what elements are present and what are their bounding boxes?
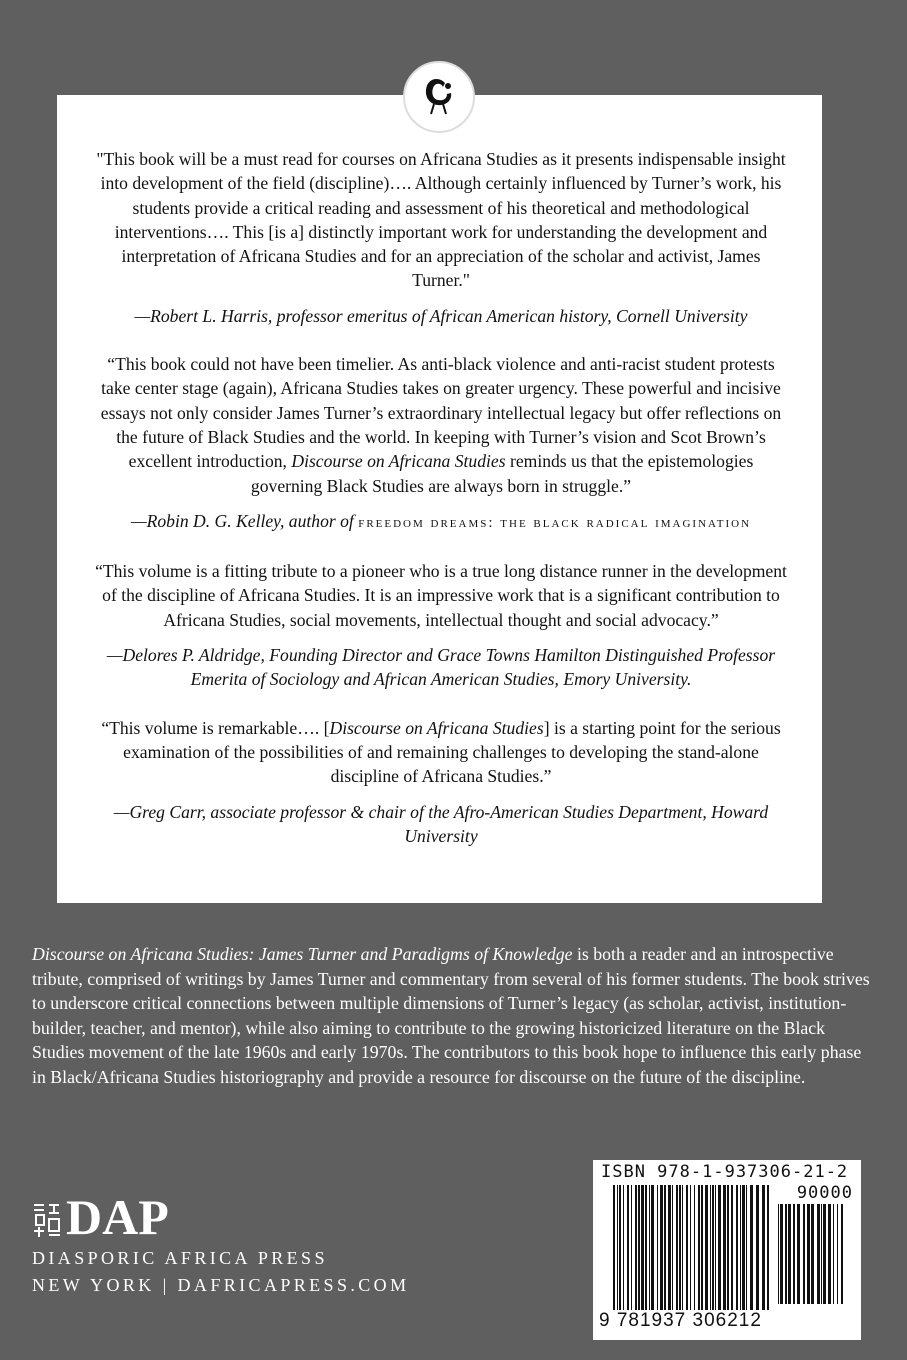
endorsement-kelley: [95, 352, 787, 535]
barcode-bar: [701, 1185, 703, 1310]
barcode-bar: [668, 1185, 671, 1310]
barcode-bar: [712, 1185, 714, 1310]
endorsement-carr: [95, 716, 787, 848]
quote-attribution: —Robert L. Harris, professor emeritus of African American history, Cornell University: [134, 305, 748, 326]
barcode-bar: [817, 1204, 820, 1304]
sankofa-bird-icon: [419, 74, 459, 120]
barcode-bar: [740, 1185, 741, 1310]
barcode-bar: [635, 1185, 637, 1310]
publisher-imprint: [32, 1189, 410, 1299]
barcode-bar: [645, 1185, 647, 1310]
publisher-city: NEW YORK: [32, 1275, 155, 1295]
barcode-bar: [613, 1185, 615, 1310]
barcode-bar: [742, 1185, 745, 1310]
isbn-barcode: [593, 1160, 861, 1340]
barcode-bar: [723, 1185, 726, 1310]
barcode-bar: [718, 1185, 721, 1310]
barcode-number: 9 781937 306212: [599, 1310, 762, 1331]
barcode-bar: [679, 1185, 681, 1310]
barcode-bar: [641, 1185, 644, 1310]
barcode-bar: [833, 1204, 834, 1304]
quote-attribution: [95, 509, 787, 535]
quote-text: “This volume is a fitting tribute to a pioneer who is a true long distance runner in the development of the discipline of Africana Studies. It is an impressive work that is a significant contribution to Africana Studies, social movements, intellectual thought and social advocacy.”: [95, 561, 787, 630]
barcode-bar: [694, 1185, 695, 1310]
barcode-bar: [767, 1185, 769, 1310]
quote-text: [95, 352, 787, 498]
barcode-bar: [788, 1204, 791, 1304]
attribution-text: —Robin D. G. Kelley, author of: [130, 510, 359, 531]
barcode-bar: [762, 1185, 765, 1310]
barcode-bar: [710, 1185, 711, 1310]
barcode-bar: [823, 1204, 826, 1304]
barcode-bar: [727, 1185, 729, 1310]
barcode-bar: [793, 1204, 795, 1304]
barcode-bar: [698, 1185, 700, 1310]
quote-text-part: “This book could not have been timelier. As anti-black violence and anti-racist student protests take center stage (again), Africana Studies takes on greater urgency. These powerful and incisive essays not only consider James Turner’s extraordinary intellectual legacy but offer reflections on the future of Black Studies and the world. In keeping with Turner’s vision and Scot Brown’s excellent introduction,: [100, 354, 782, 472]
isbn-label: ISBN 978-1-937306-21-2: [601, 1162, 849, 1182]
barcode-bar: [672, 1185, 673, 1310]
barcode-bars: [613, 1185, 773, 1310]
barcode-bar: [657, 1185, 658, 1310]
barcode-bar: [690, 1185, 691, 1310]
price-code: 90000: [796, 1183, 853, 1203]
dap-glyph-icon: [32, 1201, 62, 1239]
quote-attribution: —Greg Carr, associate professor & chair of the Afro-American Studies Department, Howard University: [113, 801, 769, 846]
book-title: Discourse on Africana Studies: [329, 717, 544, 738]
book-description: [32, 942, 877, 1090]
barcode-bar: [651, 1185, 654, 1310]
quote-attribution: —Delores P. Aldridge, Founding Director and Grace Towns Hamilton Distinguished Professor Emerita of Sociology and African American Studies, Emory University.: [106, 645, 776, 690]
barcode-bar: [756, 1185, 759, 1310]
barcode-bar: [807, 1204, 810, 1304]
endorsements: [95, 147, 787, 872]
barcode-bar: [746, 1185, 747, 1310]
barcode-bar: [828, 1204, 831, 1304]
barcode-bar: [686, 1185, 688, 1310]
quote-text-part: ] is a starting point for the serious examination of the possibilities of and remaining challenges to developing the stand-alone discipline of Africana Studies.”: [123, 717, 781, 787]
barcode-bar: [780, 1204, 783, 1304]
barcode-bar: [803, 1204, 805, 1304]
quote-text-part: “This volume is remarkable…. [: [101, 717, 330, 738]
barcode-bar: [664, 1185, 666, 1310]
book-title: Discourse on Africana Studies: [291, 451, 506, 472]
barcode-bar: [649, 1185, 650, 1310]
cited-book-title: freedom dreams: the black radical imagination: [358, 514, 752, 531]
barcode-bar: [821, 1204, 822, 1304]
barcode-bar: [676, 1185, 678, 1310]
publisher-contact: NEW YORK | DAFRICAPRESS.COM: [32, 1275, 410, 1295]
barcode-bar: [705, 1185, 708, 1310]
barcode-bar: [750, 1185, 753, 1310]
barcode-bar: [778, 1204, 779, 1304]
barcode-bar: [682, 1185, 683, 1310]
barcode-bar: [841, 1204, 843, 1304]
barcode-bar: [627, 1185, 629, 1310]
barcode-bar: [837, 1204, 838, 1304]
barcode-bar: [715, 1185, 716, 1310]
barcode-bar: [631, 1185, 632, 1310]
barcode-bar: [660, 1185, 663, 1310]
barcode-bar: [617, 1185, 618, 1310]
quote-text: "This book will be a must read for courses on Africana Studies as it presents indispensable insight into development of the field (discipline)…. Although certainly influenced by Turner’s work, his students provide a critical reading and assessment of his theoretical and methodological interventions…. This [is a] distinctly important work for understanding the development and interpretation of Africana Studies and for an appreciation of the scholar and activist, James Turner.": [96, 149, 786, 291]
publisher-logo-text: DAP: [66, 1189, 169, 1245]
barcode-bar: [736, 1185, 738, 1310]
quote-text: [95, 716, 787, 789]
description-body: is both a reader and an introspective tribute, comprised of writings by James Turner and commentary from several of his former students. The book strives to underscore critical connections between multiple dimensions of Turner’s legacy (as scholar, activist, institution-builder, teacher, and mentor), while also aiming to contribute to the growing historicized literature on the Black Studies movement of the late 1960s and early 1970s. The contributors to this book hope to influence this early phase in Black/Africana Studies historiography and provide a resource for discourse on the future of the discipline.: [32, 944, 870, 1087]
book-title: Discourse on Africana Studies: James Turner and Paradigms of Knowledge: [32, 944, 573, 964]
publisher-logo: [32, 1189, 410, 1245]
quote-text-part: reminds us that the epistemologies governing Black Studies are always born in struggle.”: [250, 451, 754, 496]
barcode-bar: [811, 1204, 814, 1304]
barcode-bar: [731, 1185, 733, 1310]
barcode-bar: [785, 1204, 787, 1304]
endorsement-harris: [95, 147, 787, 328]
endorsement-aldridge: [95, 559, 787, 691]
barcode-bar: [623, 1185, 624, 1310]
barcode-bar: [797, 1204, 800, 1304]
publisher-website: DAFRICAPRESS.COM: [177, 1275, 410, 1295]
barcode-bar: [619, 1185, 621, 1310]
barcode-bar: [638, 1185, 640, 1310]
price-barcode-bars: [778, 1204, 848, 1304]
publisher-bird-logo: [403, 61, 475, 133]
publisher-name: DIASPORIC AFRICA PRESS: [32, 1248, 328, 1268]
